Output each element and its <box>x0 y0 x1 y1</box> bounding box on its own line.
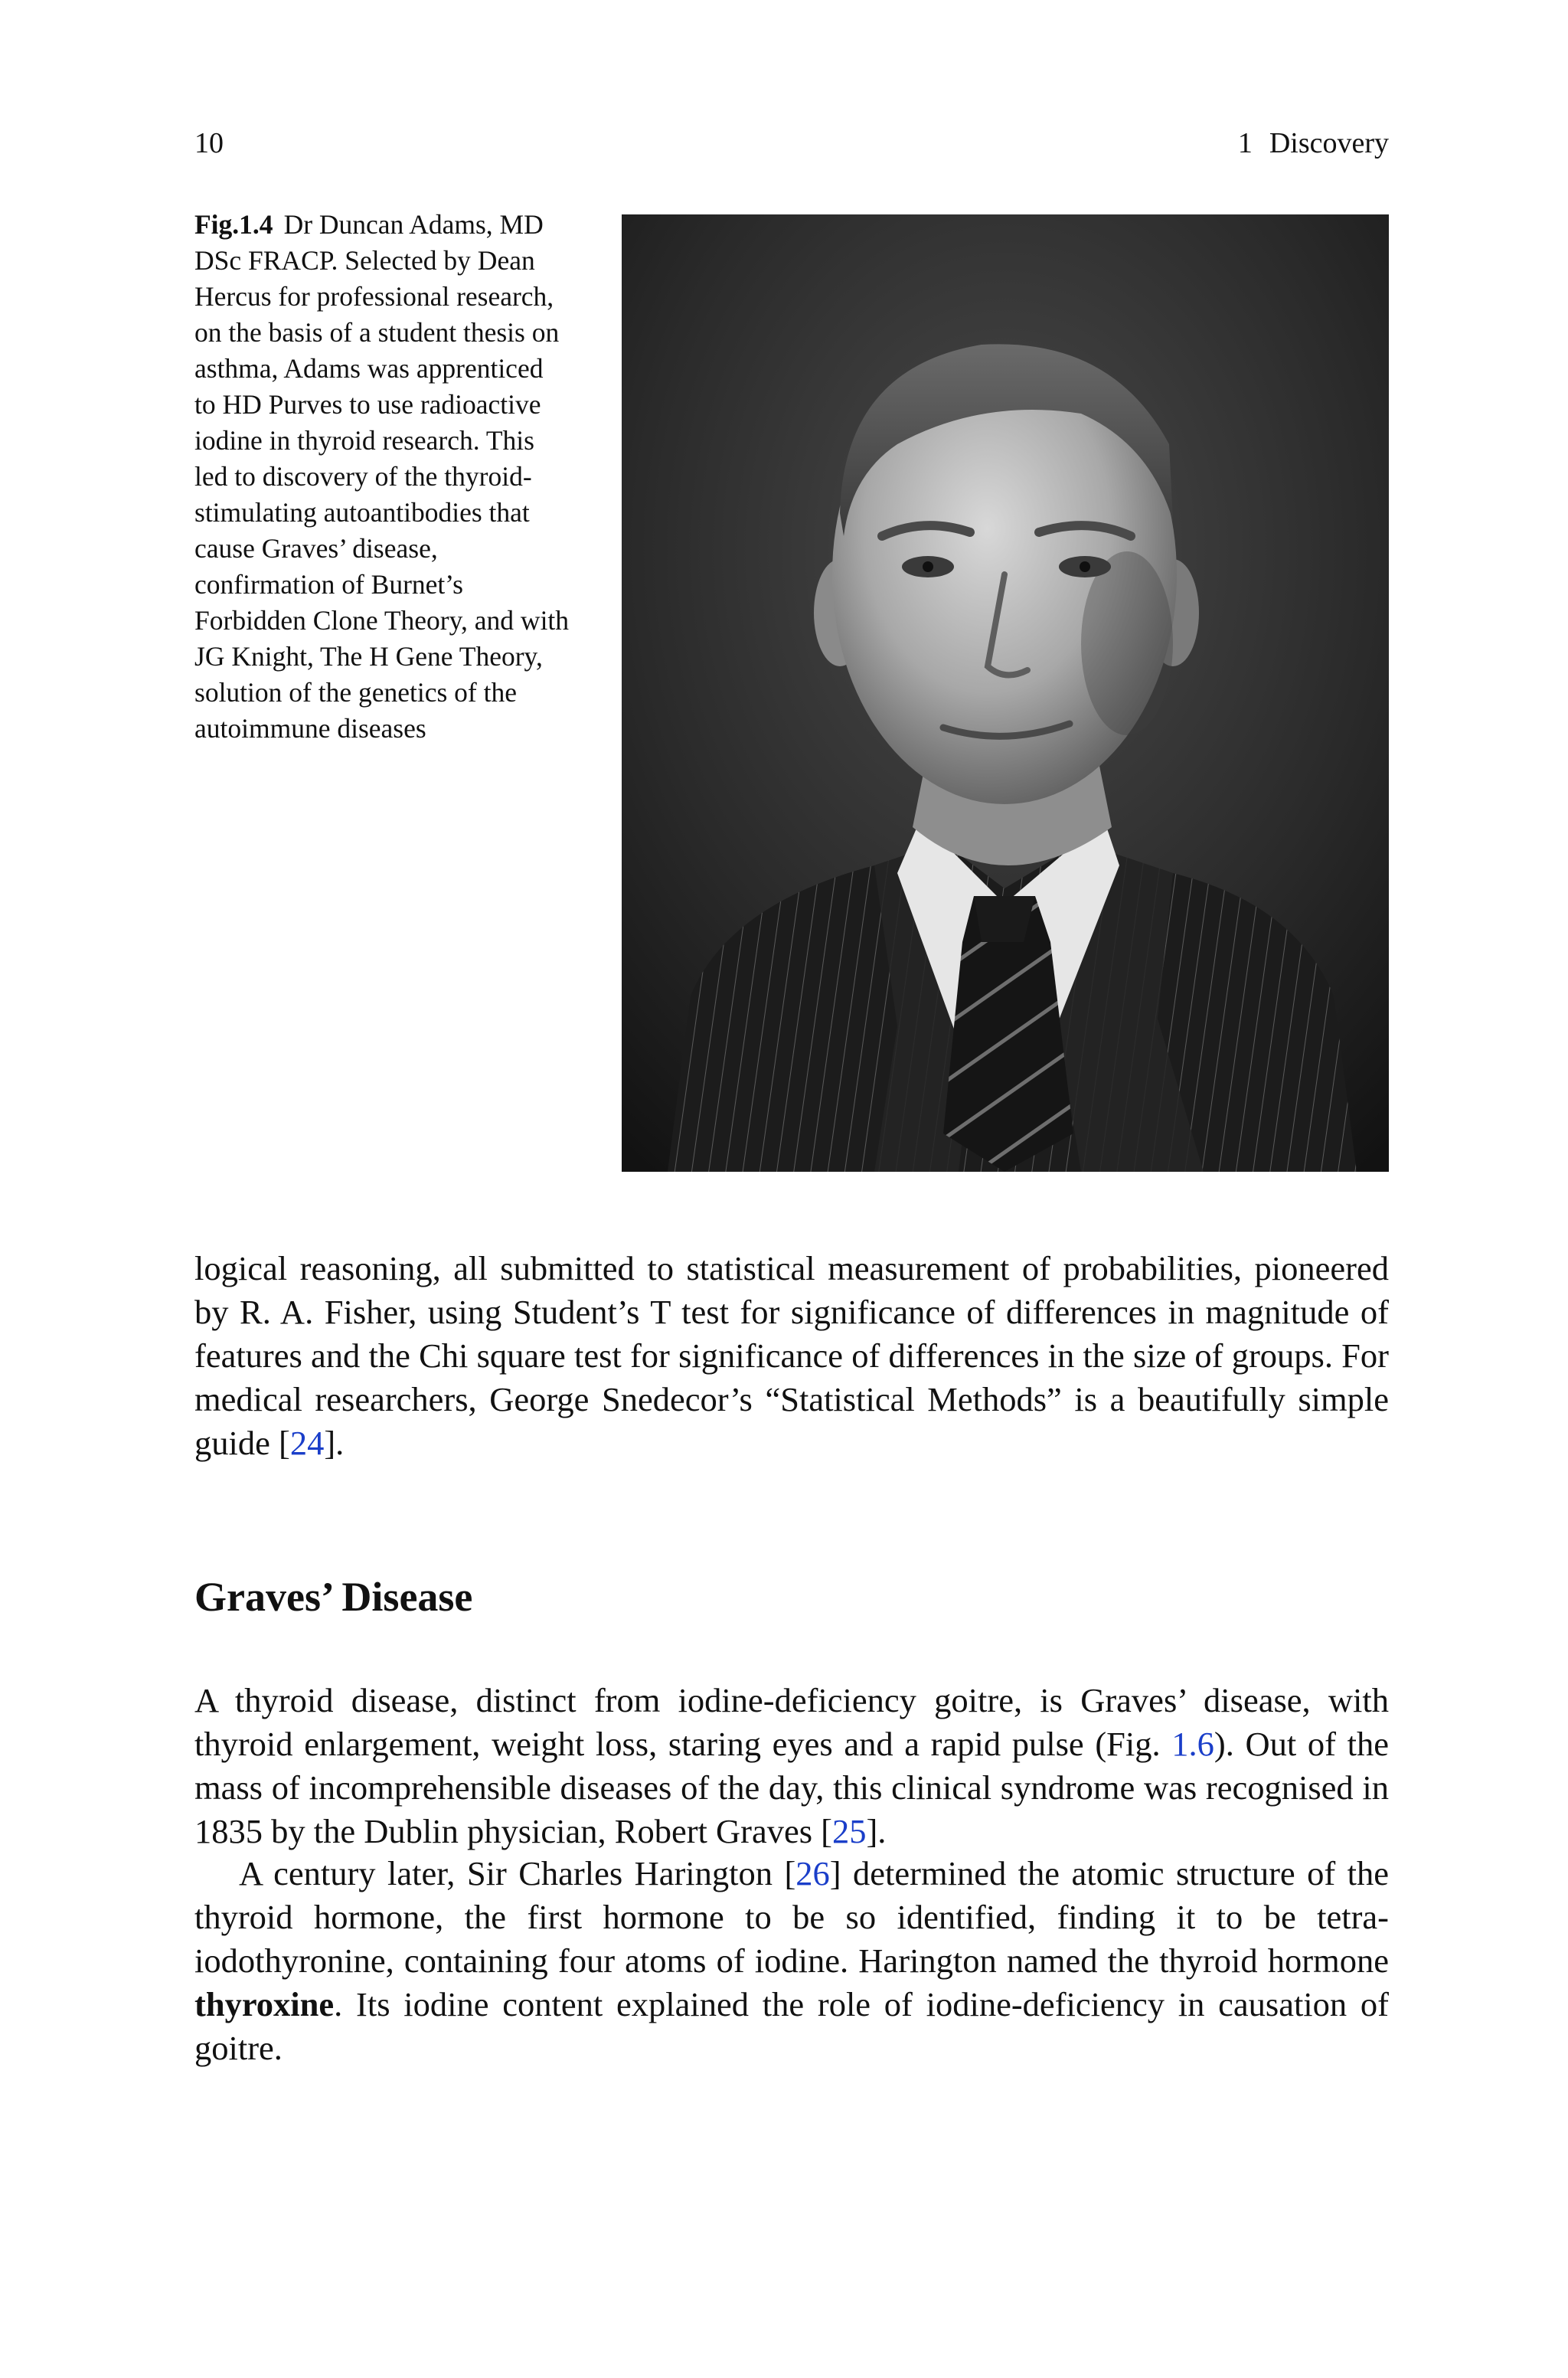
figure-caption <box>194 207 570 747</box>
paragraph3-part2: ] determined the atomic structure of the thyroid hormone, the first hormone to be so identified, finding it to be tetra-iodothyronine, containing four atoms of iodine. Harington named the thyroid hormone <box>194 1854 1389 1980</box>
paragraph3-part3: . Its iodine content explained the role of iodine-deficiency in causation of goitre. <box>194 1985 1389 2067</box>
paragraph-graves-intro <box>194 1679 1389 1853</box>
paragraph1-end: ]. <box>324 1424 345 1462</box>
paragraph-statistics <box>194 1247 1389 1465</box>
figure-caption-text: Dr Duncan Adams, MD DSc FRACP. Selected by Dean Hercus for professional research, on the basis of a student thesis on asthma, Adams was apprenticed to HD Purves to use radioactive iodine in thyroid research. This led to discovery of the thyroid-stimulating autoantibodies that cause Graves’ disease, confirmation of Burnet’s Forbidden Clone Theory, and with JG Knight, The H Gene Theory, solution of the genetics of the autoimmune diseases <box>194 209 570 744</box>
paragraph2-part2: ). Out of the mass of incomprehensible diseases of the day, this clinical syndrome was recognised in 1835 by the Dublin physician, Robert Graves [ <box>194 1725 1389 1850</box>
citation-link-26[interactable]: 26 <box>795 1854 830 1892</box>
page-number: 10 <box>194 127 224 159</box>
chapter-title: Discovery <box>1269 127 1389 159</box>
figure-label: Fig.1.4 <box>194 209 273 240</box>
citation-link-24[interactable]: 24 <box>289 1424 325 1462</box>
figure-link-1-6[interactable]: 1.6 <box>1171 1725 1214 1763</box>
term-thyroxine: thyroxine <box>194 1985 335 2023</box>
portrait-illustration <box>622 214 1389 1172</box>
portrait-photo <box>622 214 1389 1172</box>
paragraph-harington <box>194 1852 1389 2070</box>
paragraph3-part1: A century later, Sir Charles Harington [ <box>239 1854 796 1892</box>
chapter-number: 1 <box>1237 127 1253 159</box>
paragraph2-part3: ]. <box>866 1812 887 1850</box>
paragraph1-text: logical reasoning, all submitted to statistical measurement of probabilities, pioneered by R. A. Fisher, using Student’s T test for significance of differences in magnitude of features and the Chi square test for significance of differences in the size of groups. For medical researchers, George Snedecor’s “Statistical Methods” is a beautifully simple guide [ <box>194 1249 1389 1462</box>
chapter-header <box>1238 124 1389 162</box>
running-head <box>194 124 1389 162</box>
section-heading: Graves’ Disease <box>194 1574 473 1620</box>
paragraph2-part1: A thyroid disease, distinct from iodine-deficiency goitre, is Graves’ disease, with thyroid enlargement, weight loss, staring eyes and a rapid pulse (Fig. <box>194 1681 1389 1763</box>
citation-link-25[interactable]: 25 <box>831 1812 867 1850</box>
